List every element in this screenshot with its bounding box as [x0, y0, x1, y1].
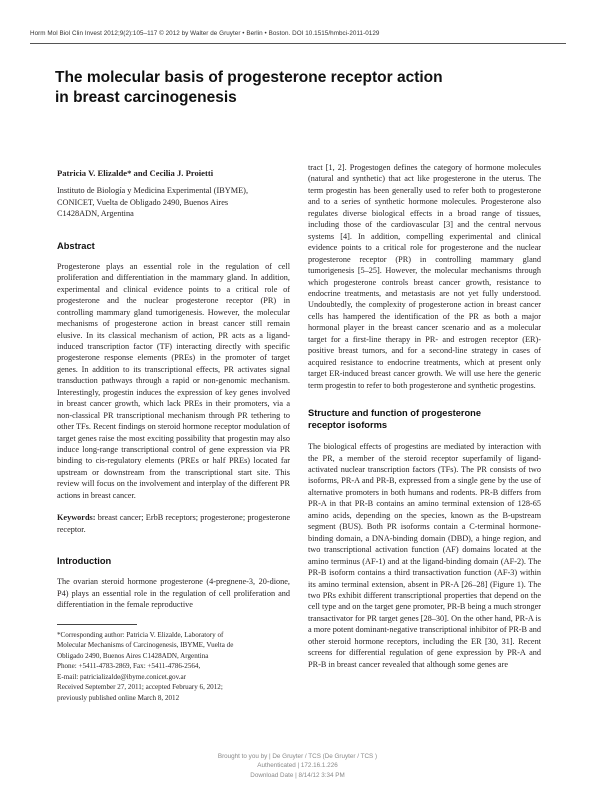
keywords — [57, 512, 290, 535]
structure-text: The biological effects of progestins are mediated by interaction with the PR, a member of the steroid receptor superfamily of ligand-activated nuclear transcription factors (TFs). The PR consists of two isoforms, PR-A and PR-B, expressed from a single gene by the use of alternative promoters in both humans and rodents. PR-B differs from PR-A in that PR-B contains an amino terminal extension of 128-65 amino acids, depending on the species, known as the B-upstream segment (BUS). Both PR isoforms contain a C-terminal hormone-binding domain, a DNA-binding domain (DBD), a hinge region, and two transcriptional activation function (AF) domains located at the amino terminus (AF-1) and at the ligand-binding domain (AF-2). The PR-B isoform contains a third transactivation function (AF-3) within its amino terminal extension, absent in PR-A [26–28] (Figure 1). The two PRs exhibit different transcriptional properties that depend on the cell type and on the target gene promoter, PR-B being a much stronger transactivator for PR target genes [28–30]. On the other hand, PR-A is a more potent dominant-negative transcriptional inhibitor of PR-B and other steroid hormone receptors, including the ER [30, 31]. Recent screens for differential regulation of gene expression by PR-A and PR-B in breast cancer revealed that although some genes are — [308, 442, 541, 669]
watermark-line: Download Date | 8/14/12 3:34 PM — [250, 771, 345, 779]
affiliation-line: CONICET, Vuelta de Obligado 2490, Buenos Aires — [57, 197, 229, 207]
corresponding-author-footnote — [57, 630, 290, 704]
download-watermark — [0, 752, 595, 780]
watermark-line: Authenticated | 172.16.1.226 — [257, 762, 338, 770]
authors: Patricia V. Elizalde* and Cecilia J. Proietti — [57, 168, 214, 178]
abstract-heading: Abstract — [57, 240, 95, 251]
watermark-line: Brought to you by | De Gruyter / TCS (De Gruyter / TCS ) — [217, 753, 378, 760]
title-line-1: The molecular basis of progesterone receptor action — [55, 69, 443, 86]
keywords-label: Keywords: — [57, 513, 96, 523]
running-head: Horm Mol Biol Clin Invest 2012;9(2):105–117 © 2012 by Walter de Gruyter • Berlin • Boston. DOI 10.1515/hmbci-2011-0129 — [30, 30, 380, 37]
left-column — [57, 162, 290, 703]
abstract-text: Progesterone plays an essential role in the regulation of cell proliferation and differentiation in the mammary gland. In addition, experimental and clinical evidence points to a critical role of progesterone and the nuclear progesterone receptor (PR) in controlling mammary gland tumorigenesis. However, the molecular mechanisms of progesterone action in breast cancer still remain elusive. In its classical mechanism of action, PR acts as a ligand-induced transcription factor (TF) interacting directly with specific progesterone response elements (PREs) in the promoter of target genes. In addition to its transcriptional effects, PR activates signal transduction pathways through a rapid or non-genomic mechanism. Interestingly, progestin induces the expression of key genes involved in breast cancer growth, which lack PREs in their promoters, via a non-classical PR transcriptional mechanism through PR tethering to other TFs. Recent findings on steroid hormone receptor modulation of target genes raise the most exciting possibility that progestin may also induce long-range transcriptional control of gene expression via PR binding to cis-regulatory elements (PREs or half PREs) located far upstream or downstream from the transcriptional start site. This review will focus on the involvement and interplay of the different PR actions in breast cancer. — [57, 261, 290, 500]
article-title — [55, 68, 535, 107]
affiliation-line: C1428ADN, Argentina — [57, 209, 134, 219]
keywords-text: breast cancer; ErbB receptors; progesterone; progesterone receptor. — [57, 513, 290, 534]
structure-heading-line-1: Structure and function of progesterone — [308, 408, 482, 419]
footnote-line: *Corresponding author: Patricia V. Elizalde, Laboratory of — [57, 630, 224, 639]
right-column — [308, 162, 541, 670]
header-rule — [30, 43, 566, 44]
affiliation-line: Instituto de Biología y Medicina Experimental (IBYME), — [57, 186, 249, 195]
introduction-continued-text: tract [1, 2]. Progestogen defines the category of hormone molecules (natural and synthetic) that act like progesterone in the uterus. The term progestin has been generally used to refer both to progesterone and to a series of synthetic hormone molecules. Progesterone also regulates diverse biological effects in a broad range of tissues, including those of the cardiovascular [3] and the central nervous systems [4]. In addition, compelling experimental and clinical evidence points to a critical role for progesterone and the nuclear progesterone receptor (PR) in controlling mammary gland tumorigenesis [5–25]. However, the molecular mechanisms through which progesterone controls breast cancer growth, resistance to endocrine treatments, and metastasis are not yet fully understood. Undoubtedly, the complexity of progesterone action in breast cancer cells has hampered the identification of the PR as both a major hormonal player in the breast cancer scenario and as a molecular target for a first-line therapy in PR- and estrogen receptor (ER)-positive breast tumors, and for a second-line strategy in cases of acquired resistance to endocrine treatments, which at present only target ER-induced breast cancer growth. We will use here the generic term progestin to refer to both progesterone and synthetic progestins. — [308, 163, 541, 390]
footnote-line: Phone: +5411-4783-2869, Fax: +5411-4786-2564, — [57, 662, 201, 671]
structure-heading — [308, 407, 541, 431]
footnote-email[interactable]: E-mail: patricializalde@ibyme.conicet.gov.ar — [57, 672, 186, 681]
structure-heading-line-2: receptor isoforms — [308, 420, 388, 431]
affiliation — [57, 185, 290, 220]
introduction-text: The ovarian steroid hormone progesterone (4-pregnene-3, 20-dione, P4) plays an essential role in the regulation of cell proliferation and differentiation in the female reproductive — [57, 577, 290, 610]
introduction-heading: Introduction — [57, 556, 112, 567]
title-line-2: in breast carcinogenesis — [55, 88, 237, 106]
footnote-rule — [57, 624, 137, 625]
footnote-line: Obligado 2490, Buenos Aires C1428ADN, Argentina — [57, 651, 209, 660]
footnote-line: Received September 27, 2011; accepted February 6, 2012; — [57, 683, 223, 692]
footnote-line: Molecular Mechanisms of Carcinogenesis, IBYME, Vuelta de — [57, 641, 234, 650]
footnote-line: previously published online March 8, 2012 — [57, 693, 180, 702]
